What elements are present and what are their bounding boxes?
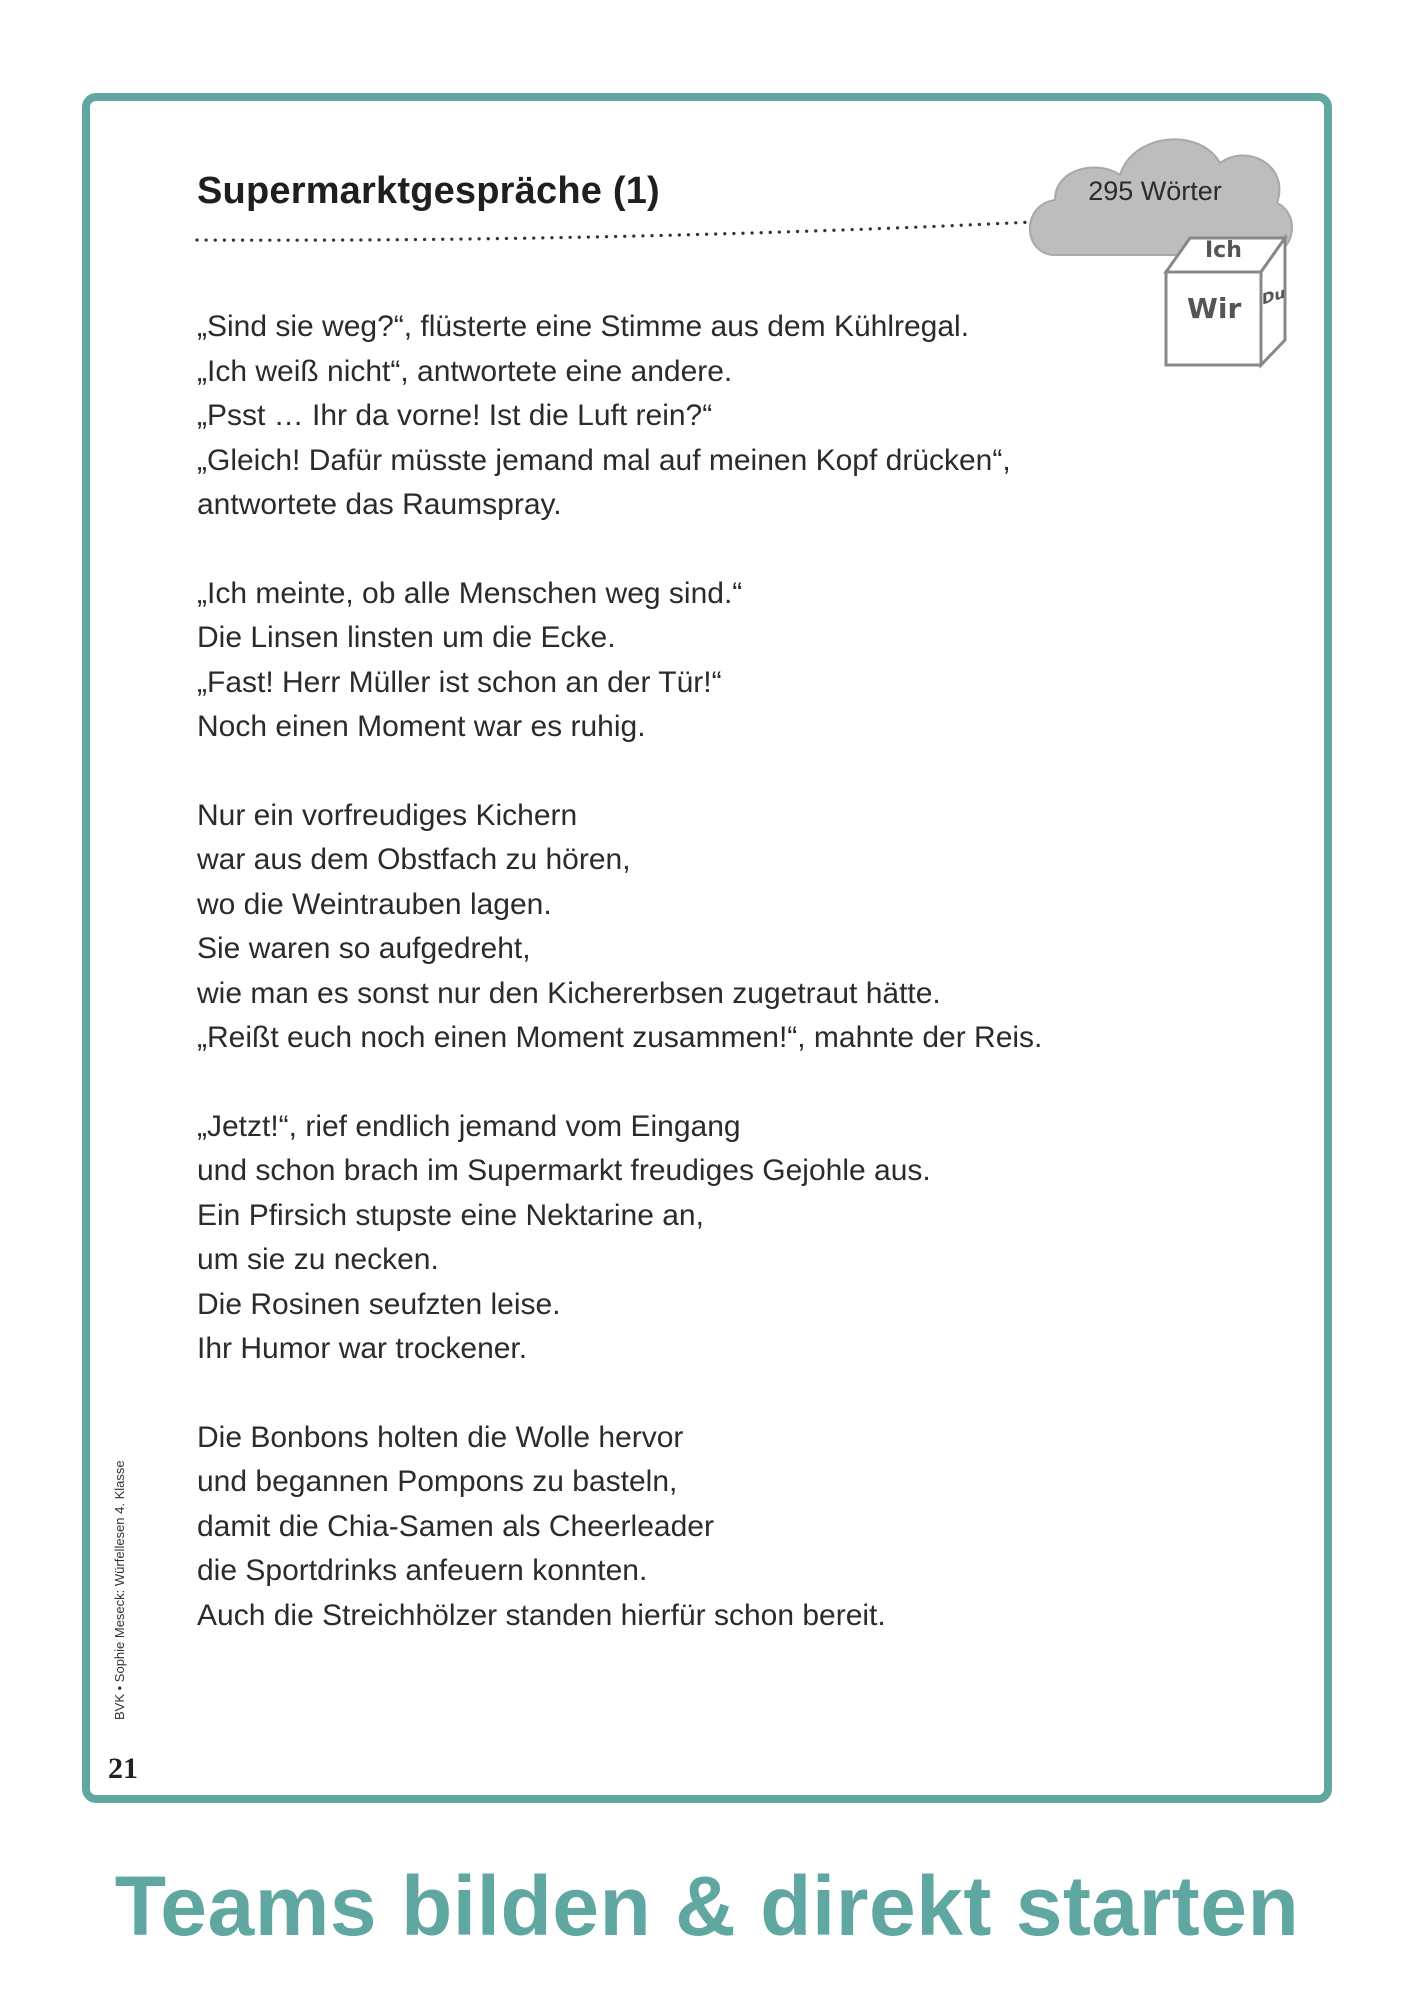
sidebar-credit: BVK • Sophie Meseck: Würfellesen 4. Klasse — [112, 1460, 127, 1720]
stanza — [197, 1416, 1197, 1639]
dice-face-du: Du — [1262, 283, 1286, 309]
story-line: Ein Pfirsich stupste eine Nektarine an, — [197, 1198, 704, 1232]
story-line: „Gleich! Dafür müsste jemand mal auf meinen Kopf drücken“, — [197, 443, 1011, 477]
story-line: die Sportdrinks anfeuern konnten. — [197, 1554, 648, 1587]
story-line: Die Linsen linsten um die Ecke. — [197, 621, 616, 654]
story-line: Noch einen Moment war es ruhig. — [197, 710, 646, 743]
story-line: „Psst … Ihr da vorne! Ist die Luft rein?“ — [197, 399, 713, 432]
story-line: „Jetzt!“, rief endlich jemand vom Eingang — [197, 1109, 741, 1143]
story-line: „Ich weiß nicht“, antwortete eine andere. — [197, 354, 733, 388]
story-line: Ihr Humor war trockener. — [197, 1332, 528, 1365]
story-line: und begannen Pompons zu basteln, — [197, 1465, 678, 1498]
story-line: Auch die Streichhölzer standen hierfür schon bereit. — [197, 1598, 886, 1632]
word-count-badge: 295 Wörter — [1088, 176, 1222, 206]
stanza — [197, 794, 1197, 1061]
story-line: „Fast! Herr Müller ist schon an der Tür!“ — [197, 665, 722, 699]
story-line: Sie waren so aufgedreht, — [197, 932, 531, 965]
dotted-divider — [195, 210, 1035, 250]
story-line: „Sind sie weg?“, flüsterte eine Stimme aus dem Kühlregal. — [197, 310, 970, 343]
story-line: Die Bonbons holten die Wolle hervor — [197, 1420, 684, 1454]
page-title: Supermarktgespräche (1) — [197, 170, 660, 212]
page-number: 21 — [108, 1752, 138, 1785]
story-line: Nur ein vorfreudiges Kichern — [197, 798, 578, 832]
stanza — [197, 1105, 1197, 1372]
story-line: um sie zu necken. — [197, 1243, 439, 1276]
story-text — [197, 305, 1197, 1682]
story-line: damit die Chia-Samen als Cheerleader — [197, 1509, 714, 1543]
story-line: „Ich meinte, ob alle Menschen weg sind.“ — [197, 576, 743, 610]
story-line: „Reißt euch noch einen Moment zusammen!“, mahnte der Reis. — [197, 1021, 1043, 1054]
tagline: Teams bilden & direkt starten — [114, 1859, 1300, 1953]
stanza — [197, 572, 1197, 750]
story-line: Die Rosinen seufzten leise. — [197, 1287, 561, 1321]
dice-face-ich: Ich — [1205, 238, 1242, 263]
story-line: und schon brach im Supermarkt freudiges Gejohle aus. — [197, 1154, 931, 1187]
stanza — [197, 305, 1197, 528]
story-line: wie man es sonst nur den Kichererbsen zugetraut hätte. — [197, 976, 941, 1010]
story-line: wo die Weintrauben lagen. — [197, 887, 552, 921]
story-line: war aus dem Obstfach zu hören, — [197, 843, 631, 876]
dice-face-wir: Wir — [1187, 292, 1242, 325]
story-line: antwortete das Raumspray. — [197, 488, 562, 521]
